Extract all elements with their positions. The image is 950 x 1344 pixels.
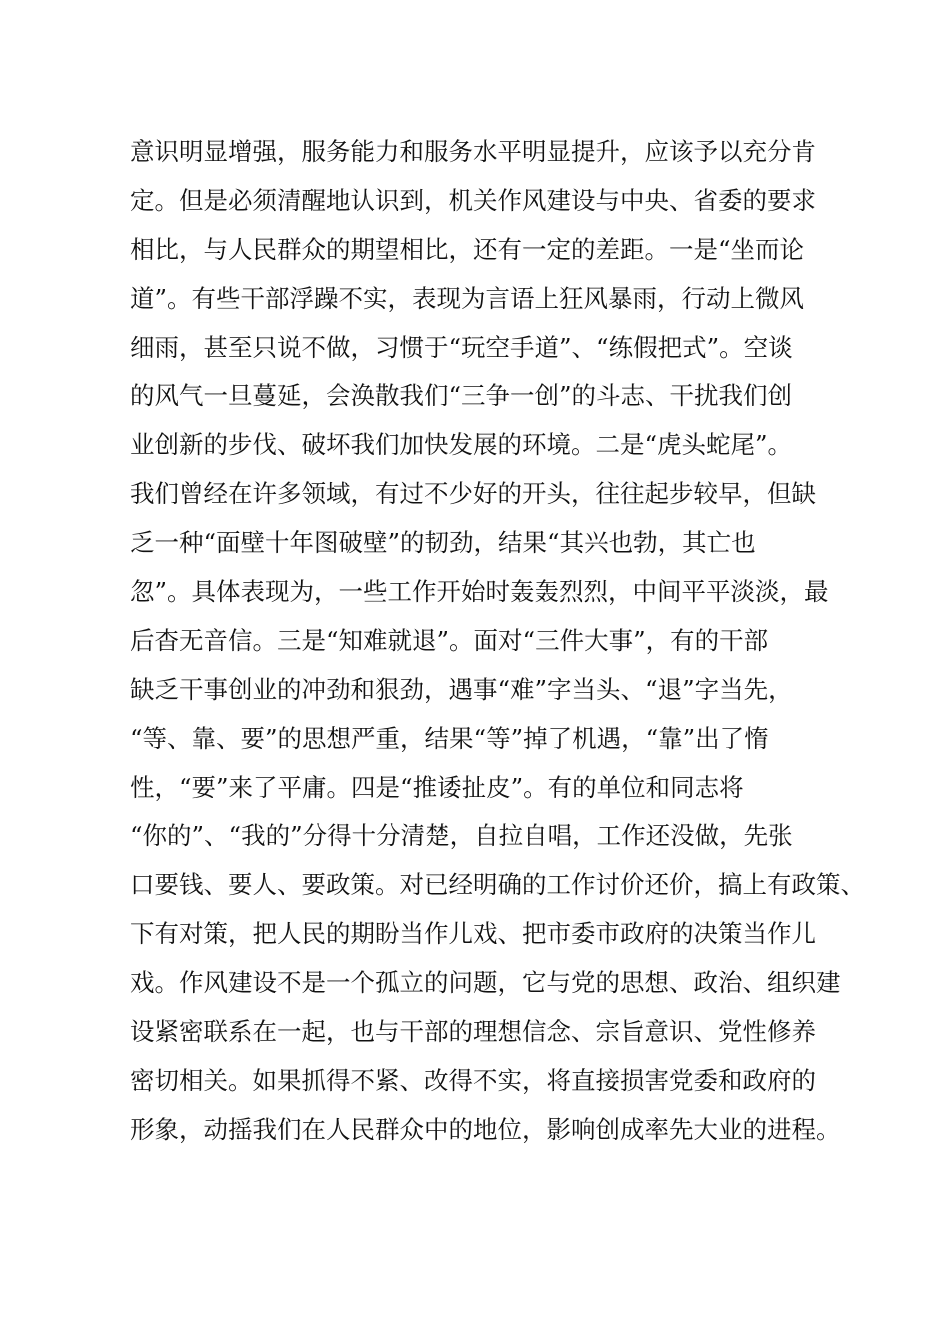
text-line: 设紧密联系在一起，也与干部的理想信念、宗旨意识、党性修养 [130, 1017, 816, 1047]
text-line: 性，“要”来了平庸。四是“推诿扯皮”。有的单位和同志将 [130, 772, 744, 802]
text-line: 忽”。具体表现为，一些工作开始时轰轰烈烈，中间平平淡淡，最 [130, 577, 829, 607]
text-line: 我们曾经在许多领域，有过不少好的开头，往往起步较早，但缺 [130, 479, 816, 509]
text-line: 乏一种“面壁十年图破壁”的韧劲，结果“其兴也勃，其亡也 [130, 528, 756, 558]
text-line: 口要钱、要人、要政策。对已经明确的工作讨价还价，搞上有政策、 [130, 870, 865, 900]
text-line: 缺乏干事创业的冲劲和狠劲，遇事“难”字当头、“退”字当先， [130, 674, 793, 704]
text-line: 密切相关。如果抓得不紧、改得不实，将直接损害党委和政府的 [130, 1065, 816, 1095]
text-line: “等、靠、要”的思想严重，结果“等”掉了机遇，“靠”出了惰 [130, 723, 769, 753]
text-line: “你的”、“我的”分得十分清楚，自拉自唱，工作还没做，先张 [130, 821, 793, 851]
text-line: 后杳无音信。三是“知难就退”。面对“三件大事”，有的干部 [130, 625, 769, 655]
text-line: 意识明显增强，服务能力和服务水平明显提升，应该予以充分肯 [130, 137, 816, 166]
text-line: 的风气一旦蔓延，会涣散我们“三争一创”的斗志、干扰我们创 [130, 381, 793, 411]
text-line: 下有对策，把人民的期盼当作儿戏、把市委市政府的决策当作儿 [130, 919, 816, 949]
text-line: 定。但是必须清醒地认识到，机关作风建设与中央、省委的要求 [130, 185, 816, 215]
text-line: 相比，与人民群众的期望相比，还有一定的差距。一是“坐而论 [130, 234, 805, 264]
text-line: 业创新的步伐、破坏我们加快发展的环境。二是“虎头蛇尾”。 [130, 430, 793, 460]
text-line: 细雨，甚至只说不做，习惯于“玩空手道”、“练假把式”。空谈 [130, 332, 793, 362]
text-line: 形象，动摇我们在人民群众中的地位，影响创成率先大业的进程。 [130, 1114, 841, 1144]
text-line: 道”。有些干部浮躁不实，表现为言语上狂风暴雨，行动上微风 [130, 283, 805, 313]
body-paragraph [130, 128, 865, 1155]
text-line: 戏。作风建设不是一个孤立的问题，它与党的思想、政治、组织建 [130, 968, 841, 998]
